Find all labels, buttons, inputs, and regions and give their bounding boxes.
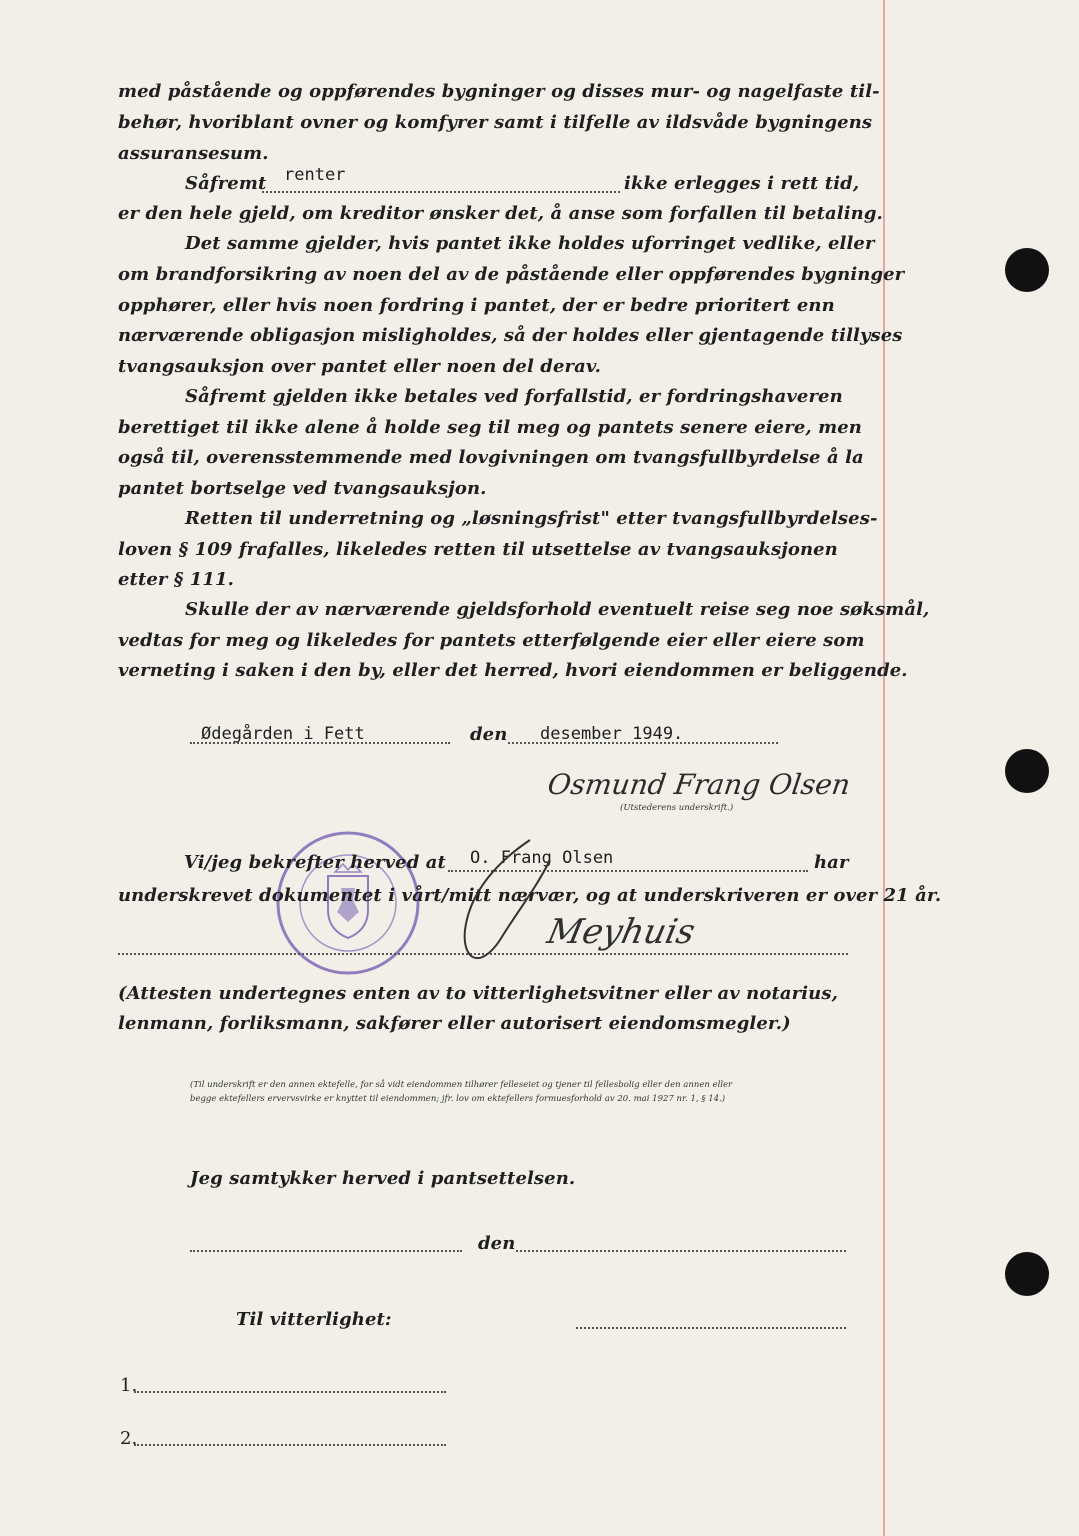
witness-2-line: [134, 1444, 446, 1446]
text-line: om brandforsikring av noen del av de påstående eller oppførendes bygninger: [118, 264, 905, 285]
signature-caption: (Utstederens underskrift.): [620, 803, 734, 813]
text-line: vedtas for meg og likeledes for pantets etterfølgende eier eller eiere som: [118, 630, 865, 651]
text-line: nærværende obligasjon misligholdes, så der holdes eller gjentagende tillyses: [118, 325, 903, 346]
text-line: med påstående og oppførendes bygninger og disses mur- og nagelfaste til-: [118, 81, 880, 102]
note-line: (Attesten undertegnes enten av to vitterlighetsvitner eller av notarius,: [118, 983, 838, 1004]
attest-prefix: Vi/jeg bekrefter herved at: [184, 852, 446, 873]
fill-line: [516, 1250, 846, 1252]
text-line: underskrevet dokumentet i vårt/mitt nærvær, og at underskriveren er over 21 år.: [118, 885, 942, 906]
place-field: Ødegården i Fett: [201, 724, 365, 744]
attested-name: O. Frang Olsen: [470, 848, 614, 868]
punch-hole: [1005, 248, 1049, 292]
text-line: tvangsauksjon over pantet eller noen del derav.: [118, 356, 601, 377]
den-label: den: [470, 724, 508, 745]
text-line: Såfremt gjelden ikke betales ved forfallstid, er fordringshaveren: [185, 386, 843, 407]
consent-den-label: den: [478, 1233, 516, 1254]
text-line: har: [814, 852, 849, 873]
signature-flourish: [440, 820, 560, 980]
text-line: verneting i saken i den by, eller det herred, hvori eiendommen er beliggende.: [118, 660, 908, 681]
text-line: opphører, eller hvis noen fordring i pantet, der er bedre prioritert enn: [118, 295, 835, 316]
witness-2-number: 2.: [120, 1428, 138, 1449]
text-line: Såfremt: [185, 173, 267, 194]
issuer-signature: Osmund Frang Olsen: [545, 768, 853, 801]
fill-line: [262, 191, 620, 193]
text-line: loven § 109 frafalles, likeledes retten til utsettelse av tvangsauksjonen: [118, 539, 838, 560]
punch-hole: [1005, 749, 1049, 793]
text-line: etter § 111.: [118, 569, 235, 590]
footnote-line: begge ektefellers ervervsvirke er knyttet til eiendommen; jfr. lov om ektefellers formuesforhold av 20. mai 1927 nr. 1, § 14.): [190, 1094, 726, 1104]
date-field: desember 1949.: [540, 724, 684, 744]
typed-value-renter: renter: [284, 165, 346, 185]
text-line: Skulle der av nærværende gjeldsforhold eventuelt reise seg noe søksmål,: [185, 599, 930, 620]
text-line: berettiget til ikke alene å holde seg til meg og pantets senere eiere, men: [118, 417, 862, 438]
fill-line: [576, 1327, 846, 1329]
footnote-line: (Til underskrift er den annen ektefelle, for så vidt eiendommen tilhører felleseiet og tjener til fellesbolig eller den annen eller: [190, 1080, 733, 1090]
fill-line: [508, 742, 778, 744]
text-line: er den hele gjeld, om kreditor ønsker det, å anse som forfallen til betaling.: [118, 203, 883, 224]
text-line: behør, hvoriblant ovner og komfyrer samt i tilfelle av ildsvåde bygningens: [118, 112, 873, 133]
text-line: ikke erlegges i rett tid,: [624, 173, 860, 194]
witness-signature: Meyhuis: [543, 912, 699, 952]
text-line: Det samme gjelder, hvis pantet ikke holdes uforringet vedlike, eller: [185, 233, 875, 254]
fill-line: [190, 742, 450, 744]
margin-rule: [883, 0, 885, 1536]
text-line: assuransesum.: [118, 143, 269, 164]
text-line: også til, overensstemmende med lovgivningen om tvangsfullbyrdelse å la: [118, 447, 864, 468]
witness-1-line: [134, 1391, 446, 1393]
note-line: lenmann, forliksmann, sakfører eller autorisert eiendomsmegler.): [118, 1013, 791, 1034]
vitterlighet-label: Til vitterlighet:: [236, 1309, 392, 1330]
text-line: Retten til underretning og „løsningsfrist" etter tvangsfullbyrdelses-: [185, 508, 878, 529]
punch-hole: [1005, 1252, 1049, 1296]
consent-text: Jeg samtykker herved i pantsettelsen.: [190, 1168, 576, 1189]
witness-1-number: 1.: [120, 1375, 138, 1396]
text-line: pantet bortselge ved tvangsauksjon.: [118, 478, 487, 499]
fill-line: [190, 1250, 462, 1252]
